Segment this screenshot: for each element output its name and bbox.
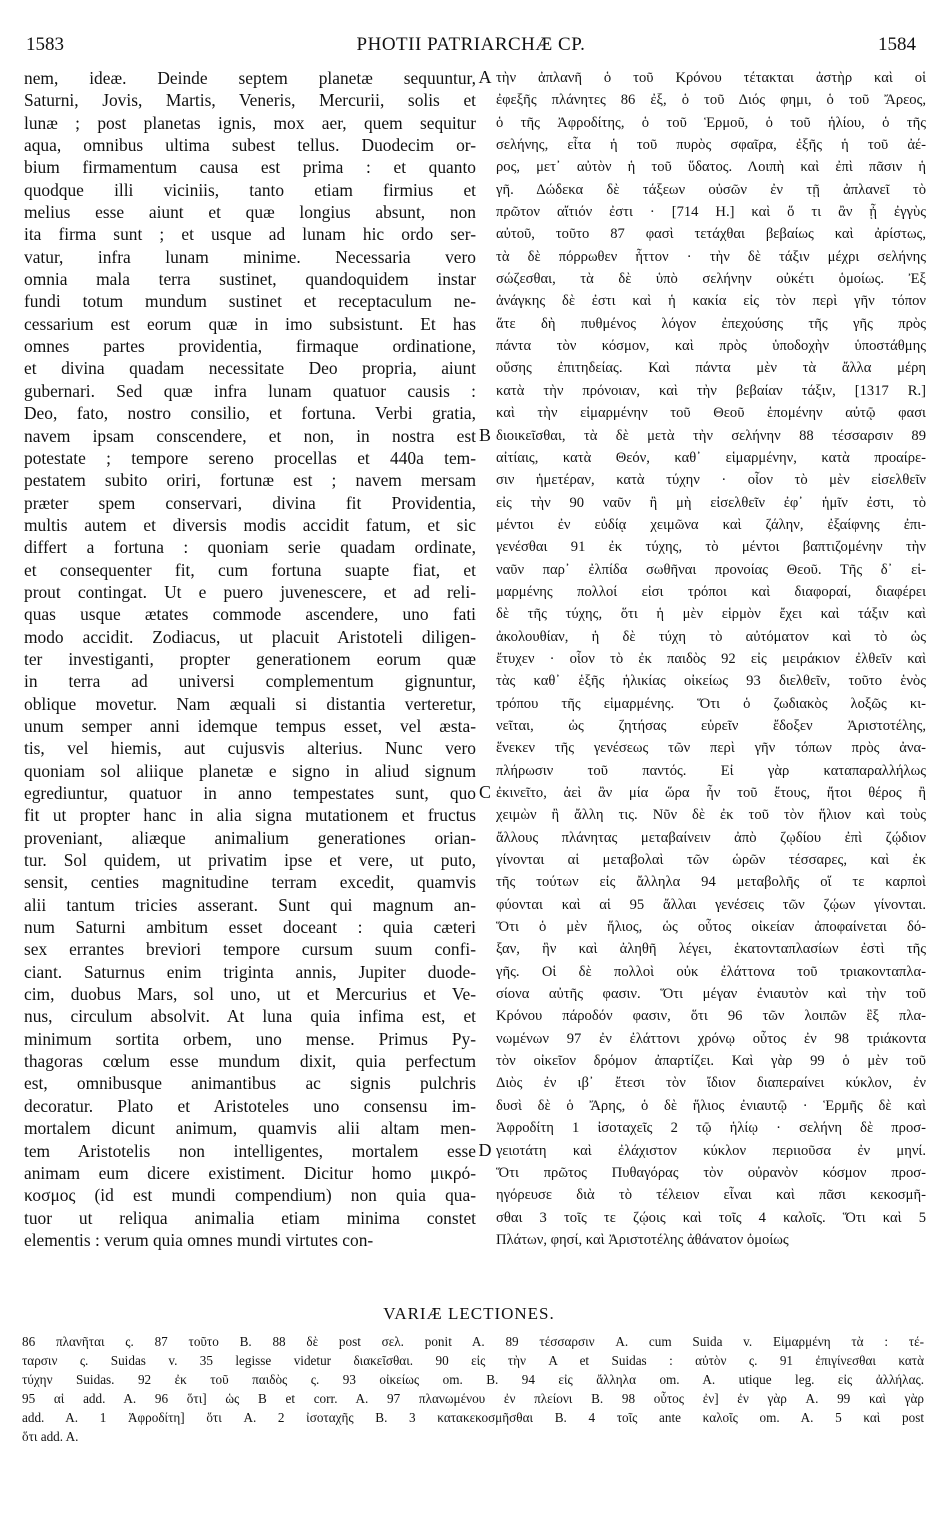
latin-text-line: navem ipsam conscendere, et non, in nostra est (24, 425, 476, 446)
greek-text-line: γειοτάτη καὶ ἐλάχιστον κύκλον περιιοῦσα ἐν μηνί. (496, 1142, 926, 1159)
latin-text-line: prout contingat. Ut e puero juvenescere, et ad reli- (24, 581, 476, 602)
greek-text-line: χειμὼν ἢ ἄλλη τις. Νῦν δὲ ἐκ τοῦ τὸν ἥλιον καὶ τοὺς (496, 807, 926, 824)
latin-text-line: potestate ; tempore sereno procellas et 440a tem- (24, 447, 476, 468)
latin-text-line: quas usque ætates commode ascendere, uno fati (24, 604, 476, 625)
greek-text-line: δυσὶ δὲ ὁ Ἄρης, ὁ δὲ ἥλιος ἐνιαυτῷ · Ἑρμῆς δὲ καὶ (496, 1097, 926, 1114)
latin-text-line: ciant. Saturnus enim triginta annis, Jupiter duode- (24, 961, 476, 982)
variae-lectiones-notes (22, 1332, 924, 1446)
greek-text-line: τὰ δὲ πόρρωθεν ἧττον · τὴν δὲ τάξιν μέχρι σελήνης (496, 248, 926, 265)
greek-text-line: τὴν ἀπλανῆ ὁ τοῦ Κρόνου τέτακται ἀστὴρ καὶ οἱ (496, 70, 926, 86)
greek-text-line: σώζεσθαι, τὰ δὲ ὑπὸ σελήνην οὐκέτι ὁμοίως. Ἐξ (496, 271, 926, 288)
greek-text-line: τὸν οἰκεῖον δρόμον ἀπαρτίζει. Καὶ γὰρ 99 ὁ μὲν τοῦ (496, 1053, 926, 1070)
greek-text-line: οὔσης ἐπιτηδείας. Καὶ πάντα μὲν τὰ ἄλλα μέρη (496, 360, 926, 377)
greek-text-line: Ὅτι ὁ μὲν ἥλιος, ὡς οὗτος οἰκείαν ἀποφαίνεται δό- (496, 919, 926, 936)
greek-text-line: πλήρωσιν τοῦ παντός. Εἰ γὰρ καταπαραλλήλως (496, 762, 926, 779)
latin-text-line: gubernari. Sed quæ infra lunam quatuor causis : (24, 380, 476, 401)
latin-text-line: et consequenter fit, cum fortuna suapte fiat, et (24, 559, 476, 580)
latin-text-line: tuor ut reliqua animalia etiam minima constet (24, 1207, 476, 1228)
latin-text-line: et divina quadam necessitate Deo propria, aiunt (24, 358, 476, 379)
latin-column (24, 67, 476, 1251)
latin-text-line: quoniam sol aliique planetæ e signo in aliud signum (24, 760, 476, 781)
variant-reading-line: add. A. 1 Ἀφροδίτη] ὅτι A. 2 ἰσοταχῆς B. 3 κατακεκοσμῆσθαι B. 4 τοῖς ante καλοῖς om. A. 5 καὶ post (22, 1410, 924, 1425)
section-marker-a: A (478, 67, 492, 87)
latin-text-line: aqua, omnibus ultima subest tellus. Duodecim or- (24, 135, 476, 156)
greek-text-line: δὲ τῆς τύχης, ὅτι ἡ μὲν εἱρμὸν ἔχει καὶ τάξιν καὶ (496, 606, 926, 623)
latin-text-line: multis autem et diversis modis accidit fatum, et sic (24, 514, 476, 535)
section-marker-d: D (478, 1140, 492, 1160)
greek-text-line: κατὰ τὴν πρόνοιαν, καὶ τὴν βεβαίαν τάξιν, [1317 R.] (496, 382, 926, 399)
greek-text-line: εἰς τὴν 90 ναῦν ἢ μὴ εἰσελθεῖν ἐφ᾽ ἡμῖν ἐστι, τὸ (496, 494, 926, 511)
latin-text-line: nem, ideæ. Deinde septem planetæ sequuntur, (24, 68, 476, 88)
greek-text-line: τῆς τούτων εἰς ἄλληλα 94 μεταβολῆς οἵ τε καρποὶ (496, 874, 926, 891)
section-marker-b: B (478, 425, 491, 445)
greek-text-line: καὶ τὴν εἱμαρμένην τοῦ Θεοῦ ἑπομένην αὐτῷ φασι (496, 405, 926, 422)
greek-text-line: τὰς καθ᾽ ἑξῆς ἡλικίας οἰκείως 93 διελθεῖν, τοῦτο ἑνὸς (496, 673, 926, 690)
latin-text-line: modo accidit. Zodiacus, ut placuit Aristoteli diligen- (24, 626, 476, 647)
latin-text-line: in terra ad universi complementum gignuntur, (24, 671, 476, 692)
greek-text-line: Πλάτων, φησί, καὶ Ἀριστοτέλης ἀθάνατον ὁμοίως (496, 1231, 789, 1248)
latin-text-line: proveniant, aliæque animalium generationes orian- (24, 827, 476, 848)
greek-text-line: Ὅτι πρῶτος Πυθαγόρας τὸν οὐρανὸν κόσμον προσ- (496, 1164, 926, 1181)
greek-text-line: πάντα τὸν κόσμον, καὶ πρὸς ὑποδοχὴν ὑποστάθμης (496, 338, 926, 355)
section-marker-c: C (478, 782, 491, 802)
greek-text-line: ἅτε δὴ πυθμένος λόγον ἐπεχούσης τῆς γῆς πρὸς (496, 315, 926, 332)
latin-text-line: unum semper anni idemque tempus esset, vel æsta- (24, 715, 476, 736)
variant-reading-line: ταρσιν ς. Suidas v. 35 legisse videtur διακεῖσθαι. 90 εἰς τὴν A et Suidas : αὐτὸν ς. 91 ἐπιγίνεσθαι κατὰ (22, 1353, 924, 1368)
latin-text-line: thagoras cœlum esse mundum dixit, quia perfectum (24, 1051, 476, 1072)
latin-text-line: Deo, fato, nostro consilio, et fortuna. Verbi gratia, (24, 403, 476, 424)
latin-text-line: tis, vel hiemis, aut cujusvis alterius. Nunc vero (24, 738, 476, 759)
greek-text-line: ἔτυχεν · οἷον τὸ ἐκ παιδὸς 92 εἰς μειράκιον ἐλθεῖν καὶ (496, 650, 926, 667)
latin-text-line: num Saturni ambitum esset doceant : quia cæteri (24, 917, 476, 938)
greek-text-line: ἀκολουθίαν, ἡ δὲ τύχη τὸ αὐτόματον καὶ τὸ ὡς (496, 628, 926, 645)
greek-text-line: ἀνάγκης δὲ ἐστι καὶ ἡ κακία εἰς τὸν περὶ γῆν τόπον (496, 293, 926, 310)
latin-text-line: bium firmamentum causa est prima : et quanto (24, 157, 476, 178)
running-header (22, 28, 920, 62)
latin-text-line: nus, circulum absolvit. At luna quia infima est, et (24, 1006, 476, 1027)
variant-reading-line: 86 πλανῆται ς. 87 τοῦτο B. 88 δὲ post σελ. ponit A. 89 τέσσαρσιν A. cum Suida v. Εἱμαρμένη τὰ : τέ- (22, 1334, 924, 1349)
greek-text-line: τρόπου τῆς εἱμαρμένης. Ὅτι ὁ ζωδιακὸς λοξῶς κι- (496, 695, 926, 712)
right-page-number: 1584 (878, 34, 916, 55)
variant-reading-line: τύχην Suidas. 92 ἐκ τοῦ παιδὸς ς. 93 οἰκείως om. B. 94 εἰς ἄλληλα om. A. utique leg. εἰς ἀλλήλας. (22, 1372, 924, 1387)
latin-text-line: κοσμος (id est mundi compendium) non quia qua- (24, 1185, 476, 1206)
greek-text-line: μέντοι ἐν εὐδίᾳ χειμῶνα καὶ ζάλην, ἐξαίφνης ἐπι- (496, 516, 926, 533)
greek-text-line: ὁ τῆς Ἀφροδίτης, ὁ τοῦ Ἑρμοῦ, ὁ τοῦ ἡλίου, ὁ τῆς (496, 114, 926, 131)
latin-text-line: sensit, centies magnitudine terram excedit, quamvis (24, 872, 476, 893)
latin-text-line: tur. Sol quidem, ut privatim ipse et vere, ut puto, (24, 850, 476, 871)
greek-text-line: Ἀφροδίτη 1 ἰσοταχεῖς 2 τῷ ἡλίῳ · σελήνη δὲ προσ- (496, 1120, 926, 1137)
latin-text-line: fundi totum mundum sustinet et receptaculum ne- (24, 291, 476, 312)
greek-text-line: ρος, μετ᾽ αὐτὸν ἡ τοῦ ὕδατος. Λοιπὴ καὶ ἐπὶ πᾶσιν ἡ (496, 159, 926, 176)
latin-text-line: tem Aristotelis non intelligentes, mortalem esse (24, 1140, 476, 1161)
latin-text-line: decoratur. Plato et Aristoteles uno consensu im- (24, 1095, 476, 1116)
variant-reading-line: 95 αἱ add. A. 96 ὅτι] ὡς B et corr. A. 97 πλανωμένου ἐν πλείονι B. 98 οὗτος ἐν] ἐν γὰρ A. 99 καὶ γὰρ (22, 1391, 924, 1406)
latin-text-line: mortalem dicunt animum, quamvis alii altam men- (24, 1118, 476, 1139)
latin-text-line: omnia mala terra sustinet, quandoquidem instar (24, 269, 476, 290)
greek-text-line: ηγόρευσε διὰ τὸ τέλειον εἶναι καὶ πᾶσι κεκοσμῆ- (496, 1187, 926, 1204)
latin-text-line: ita firma sunt ; et usque ad lunam hic ordo ser- (24, 224, 476, 245)
latin-text-line: Saturni, Jovis, Martis, Veneris, Mercurii, solis et (24, 90, 476, 111)
latin-text-line: vatur, infra lunam minime. Necessaria vero (24, 246, 476, 267)
latin-text-line: oblique movetur. Nam æquali si distantia verteretur, (24, 693, 476, 714)
greek-text-line: ἄλλους πλάνητας μεταβαίνειν ἀπὸ ζῳδίου ἐπὶ ζῴδιον (496, 829, 926, 846)
latin-text-line: cessarium est eorum quæ in imo subsistunt. Et has (24, 313, 476, 334)
greek-text-line: νωμένων 97 ἐν ἐλάττονι χρόνῳ οὗτος ἐν 98 τριάκοντα (496, 1030, 926, 1047)
greek-text-line: πρῶτον αἴτιόν ἐστι · [714 H.] καὶ ὅ τι ἂν ᾖ ἐγγὺς (496, 204, 926, 221)
variae-lectiones-heading: VARIÆ LECTIONES. (383, 1304, 555, 1323)
latin-text-line: minimum sortita orbem, uno mense. Primus Py- (24, 1028, 476, 1049)
greek-text-line: σίονα αὐτῆς φασιν. Ὅτι μέγαν ἐνιαυτὸν καὶ τὴν τοῦ (496, 986, 926, 1003)
greek-text-line: γενέσθαι 91 ἐκ τύχης, τὸ μέντοι βαπτιζομένην τὴν (496, 539, 926, 556)
latin-text-line: animam eum dicere existiment. Dicitur homo μικρό- (24, 1162, 476, 1183)
latin-text-line: fit ut propter hanc in alia signa mutationem et fructus (24, 805, 476, 826)
greek-text-line: ἐκινεῖτο, ἀεὶ ἂν μία ὥρα ἦν τοῦ ἔτους, ἤτοι θέρος ἢ (496, 785, 926, 801)
greek-text-line: αὐτοῦ, τοῦτο 87 φασὶ τετάχθαι βεβαίως καὶ ἀρίστως, (496, 226, 926, 243)
greek-text-line: Κρόνου πάροδόν φασιν, ὅτι 96 τῶν λοιπῶν ἓξ πλα- (496, 1008, 926, 1025)
latin-text-line: omnes partes providentia, firmaque ordinatione, (24, 336, 476, 357)
greek-text-line: αἰτίαις, κατὰ Θεόν, καθ᾽ εἱμαρμένην, κατὰ προαίρε- (496, 449, 926, 466)
greek-text-line: μαρμένης πολλοί εἰσι τρόποι καὶ διαφοραί, διαφέρει (496, 583, 926, 600)
latin-text-line: quodque illi viciniis, tanto etiam firmius et (24, 179, 476, 200)
greek-text-line: σθαι 3 τοῖς τε ζῴοις καὶ τοῖς 4 καλοῖς. Ὅτι καὶ 5 (496, 1209, 926, 1226)
latin-text-line: pestatem subito oriri, fortunæ est ; navem mersam (24, 470, 476, 491)
latin-text-line: egrediuntur, quatuor in anno tempestates sunt, quo (24, 783, 476, 803)
greek-text-line: νεῖται, ὡς ζητήσας εὑρεῖν ἔδοξεν Ἀριστοτέλης, (496, 717, 926, 734)
greek-text-line: σιν ἡμετέραν, κατὰ τύχην · οἷον τὸ μὲν εἰσελθεῖν (496, 472, 926, 489)
latin-text-line: melius esse aiunt et quæ longius absunt, non (24, 202, 476, 223)
latin-text-line: præter spem conservari, divina fit Providentia, (24, 492, 476, 513)
greek-text-line: γῆς. Οἱ δὲ πολλοὶ οὐκ ἐλάττονα τοῦ τριακονταπλα- (496, 963, 926, 980)
greek-text-line: ξαν, ἣν καὶ ἀληθῆ λέγει, ἑκατονταπλασίων ἐστὶ τῆς (496, 941, 926, 958)
latin-text-line: cim, duobus Mars, sol uno, ut et Mercurius et Ve- (24, 984, 476, 1005)
left-page-number: 1583 (26, 34, 64, 55)
latin-text-line: est, omnibusque animantibus ac signis pulchris (24, 1073, 476, 1094)
greek-text-line: ἕνεκεν τῆς γενέσεως τῶν περὶ γῆν τόπων πρὸς ἀνα- (496, 740, 926, 757)
latin-text-line: differt a fortuna : quoniam serie quadam ordinate, (24, 537, 476, 558)
running-title: PHOTII PATRIARCHÆ CP. (356, 34, 586, 55)
greek-text-line: σελήνης, εἶτα ἡ τοῦ πυρὸς σφαῖρα, ἐξῆς ἡ τοῦ ἀέ- (496, 137, 926, 154)
latin-text-line: sex errantes breviori tempore cursum suum confi- (24, 939, 476, 960)
greek-text-line: ἐφεξῆς πλάνητες 86 ἐξ, ὁ τοῦ Διός φημι, ὁ τοῦ Ἄρεος, (496, 92, 926, 109)
latin-text-line: alii tantum tricies asserant. Sunt qui magnum an- (24, 894, 476, 915)
greek-text-line: γῆ. Δώδεκα δὲ τάξεων οὐσῶν ἐν τῇ ἀπλανεῖ τὸ (496, 181, 926, 198)
greek-text-line: ναῦν παρ᾽ ἐλπίδα σωθῆναι προνοίας Θεοῦ. Τῆς δ᾽ εἱ- (496, 561, 926, 578)
latin-text-line: lunæ ; post planetas ignis, mox aer, quem sequitur (24, 112, 476, 133)
greek-column (496, 67, 926, 1251)
greek-text-line: διοικεῖσθαι, τὰ δὲ μετὰ τὴν σελήνην 88 τέσσαρσιν 89 (496, 427, 926, 444)
latin-text-line: ter investiganti, propter generationem eorum quæ (24, 648, 476, 669)
greek-text-line: Διὸς ἐν ιβ᾽ ἔτεσι τὸν ἴδιον διαπεραίνει κύκλον, ἐν (496, 1075, 926, 1092)
latin-text-line: elementis : verum quia omnes mundi virtutes con- (24, 1229, 374, 1250)
greek-text-line: φύονται καὶ αἱ 95 ἄλλαι γενέσεις τῶν ζῴων γίνονται. (496, 896, 926, 913)
variant-reading-line: ὅτι add. A. (22, 1429, 79, 1444)
greek-text-line: γίνονται αἱ μεταβολαὶ τῶν ὡρῶν τέσσαρες, καὶ ἐκ (496, 852, 926, 869)
